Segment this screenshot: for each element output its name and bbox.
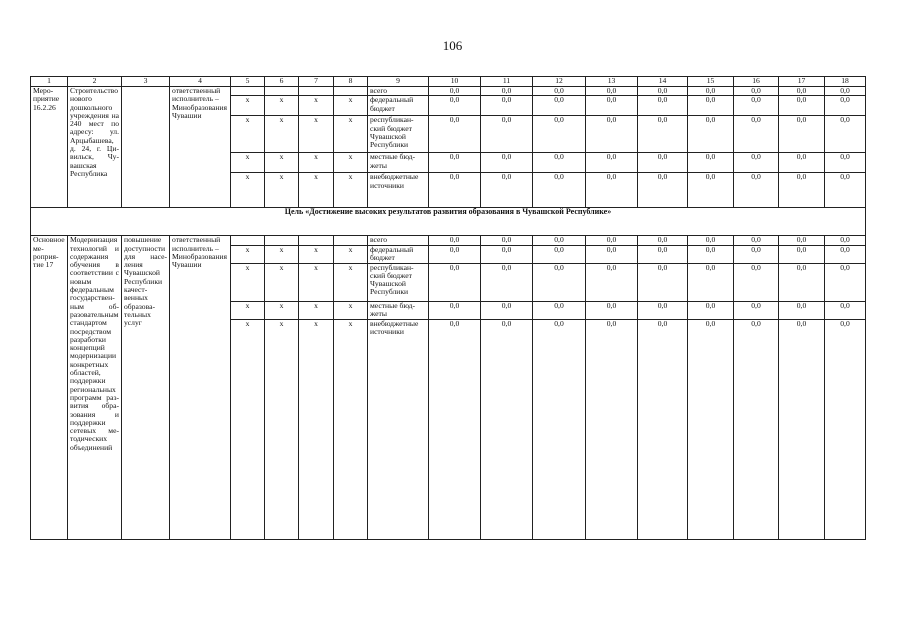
value-cell: 0,0 — [779, 87, 825, 96]
value-cell: 0,0 — [779, 301, 825, 319]
funding-source-cell: местные бюджеты — [368, 153, 429, 173]
value-cell: 0,0 — [533, 319, 586, 539]
value-cell: 0,0 — [688, 301, 734, 319]
marker-cell: x — [334, 153, 368, 173]
marker-cell — [334, 87, 368, 96]
funding-source-cell: внебюджетные источники — [368, 319, 429, 539]
value-cell: 0,0 — [825, 87, 866, 96]
marker-cell: x — [265, 245, 299, 263]
column-number: 17 — [779, 77, 825, 87]
marker-cell: x — [265, 153, 299, 173]
value-cell: 0,0 — [533, 236, 586, 245]
description-cell-c4: ответственный исполнитель – Минобразования Чувашии — [170, 87, 231, 208]
value-cell: 0,0 — [429, 153, 481, 173]
value-cell: 0,0 — [481, 301, 533, 319]
funding-source-cell: федеральный бюджет — [368, 245, 429, 263]
value-cell: 0,0 — [734, 263, 779, 301]
value-cell: 0,0 — [734, 319, 779, 539]
value-cell: 0,0 — [734, 116, 779, 153]
column-number: 3 — [122, 77, 170, 87]
marker-cell: x — [231, 116, 265, 153]
column-number: 13 — [586, 77, 638, 87]
marker-cell: x — [299, 116, 334, 153]
value-cell: 0,0 — [638, 87, 688, 96]
value-cell: 0,0 — [825, 245, 866, 263]
value-cell: 0,0 — [638, 263, 688, 301]
value-cell: 0,0 — [688, 236, 734, 245]
value-cell: 0,0 — [688, 319, 734, 539]
value-cell: 0,0 — [779, 96, 825, 116]
funding-source-cell: всего — [368, 236, 429, 245]
page-number: 106 — [442, 38, 463, 53]
funding-source-cell: местные бюджеты — [368, 301, 429, 319]
goal-row — [31, 208, 866, 236]
description-cell-c1: Мероприятие 16.2.26 — [31, 87, 68, 208]
marker-cell: x — [231, 245, 265, 263]
marker-cell: x — [334, 301, 368, 319]
value-cell: 0,0 — [586, 245, 638, 263]
value-cell: 0,0 — [825, 116, 866, 153]
value-cell: 0,0 — [638, 116, 688, 153]
marker-cell — [299, 236, 334, 245]
description-cell-c3: повышение доступности для населения Чувашской Республики качественных образовательных услуг — [122, 236, 170, 539]
marker-cell: x — [299, 96, 334, 116]
marker-cell: x — [231, 153, 265, 173]
description-cell-c2: Строительство нового дошкольного учреждения на 240 мест по адресу: ул. Арцыбашева, д. 24, г. Цивильск, Чувашская Республика — [68, 87, 122, 208]
value-cell: 0,0 — [825, 173, 866, 208]
value-cell: 0,0 — [734, 245, 779, 263]
value-cell: 0,0 — [586, 96, 638, 116]
marker-cell: x — [231, 173, 265, 208]
funding-source-cell: внебюджетные источники — [368, 173, 429, 208]
value-cell: 0,0 — [586, 301, 638, 319]
value-cell: 0,0 — [586, 236, 638, 245]
value-cell: 0,0 — [481, 263, 533, 301]
value-cell: 0,0 — [533, 96, 586, 116]
column-number: 11 — [481, 77, 533, 87]
value-cell: 0,0 — [779, 153, 825, 173]
column-number: 18 — [825, 77, 866, 87]
marker-cell: x — [265, 173, 299, 208]
value-cell: 0,0 — [533, 153, 586, 173]
value-cell: 0,0 — [429, 245, 481, 263]
goal-heading: Цель «Достижение высоких результатов развития образования в Чувашской Республике» — [31, 208, 866, 236]
marker-cell: x — [265, 319, 299, 539]
column-number: 2 — [68, 77, 122, 87]
marker-cell: x — [299, 301, 334, 319]
marker-cell: x — [299, 263, 334, 301]
marker-cell — [299, 87, 334, 96]
marker-cell: x — [231, 319, 265, 539]
section-main-activity-17 — [31, 236, 866, 539]
value-cell: 0,0 — [429, 173, 481, 208]
value-cell: 0,0 — [734, 87, 779, 96]
value-cell: 0,0 — [429, 87, 481, 96]
budget-table — [30, 76, 866, 540]
marker-cell: x — [299, 245, 334, 263]
marker-cell: x — [265, 263, 299, 301]
value-cell: 0,0 — [734, 236, 779, 245]
value-cell: 0,0 — [533, 263, 586, 301]
table-row — [31, 87, 866, 96]
funding-source-cell: республиканский бюджет Чувашской Республики — [368, 116, 429, 153]
value-cell: 0,0 — [533, 173, 586, 208]
value-cell: 0,0 — [429, 116, 481, 153]
column-number: 12 — [533, 77, 586, 87]
marker-cell: x — [265, 96, 299, 116]
value-cell: 0,0 — [779, 319, 825, 539]
marker-cell: x — [334, 245, 368, 263]
marker-cell: x — [334, 263, 368, 301]
value-cell: 0,0 — [481, 153, 533, 173]
marker-cell: x — [334, 319, 368, 539]
column-number: 1 — [31, 77, 68, 87]
marker-cell — [265, 236, 299, 245]
marker-cell: x — [231, 96, 265, 116]
marker-cell: x — [299, 173, 334, 208]
value-cell: 0,0 — [825, 96, 866, 116]
value-cell: 0,0 — [586, 116, 638, 153]
marker-cell: x — [334, 173, 368, 208]
value-cell: 0,0 — [688, 173, 734, 208]
section-activity-16-2-26 — [31, 87, 866, 208]
column-number: 8 — [334, 77, 368, 87]
value-cell: 0,0 — [586, 153, 638, 173]
value-cell: 0,0 — [688, 263, 734, 301]
value-cell: 0,0 — [586, 319, 638, 539]
marker-cell — [231, 236, 265, 245]
column-number: 15 — [688, 77, 734, 87]
marker-cell: x — [334, 96, 368, 116]
value-cell: 0,0 — [481, 236, 533, 245]
value-cell: 0,0 — [533, 245, 586, 263]
value-cell: 0,0 — [734, 173, 779, 208]
marker-cell: x — [265, 301, 299, 319]
value-cell: 0,0 — [638, 153, 688, 173]
value-cell: 0,0 — [688, 116, 734, 153]
column-number: 14 — [638, 77, 688, 87]
description-cell-c3 — [122, 87, 170, 208]
column-number: 5 — [231, 77, 265, 87]
value-cell: 0,0 — [734, 301, 779, 319]
value-cell: 0,0 — [825, 301, 866, 319]
column-number: 16 — [734, 77, 779, 87]
marker-cell: x — [231, 301, 265, 319]
value-cell: 0,0 — [779, 263, 825, 301]
marker-cell: x — [299, 153, 334, 173]
value-cell: 0,0 — [734, 96, 779, 116]
value-cell: 0,0 — [825, 263, 866, 301]
column-number: 9 — [368, 77, 429, 87]
value-cell: 0,0 — [825, 153, 866, 173]
description-cell-c4: ответственный исполнитель – Минобразования Чувашии — [170, 236, 231, 539]
value-cell: 0,0 — [481, 116, 533, 153]
value-cell: 0,0 — [481, 96, 533, 116]
value-cell: 0,0 — [825, 236, 866, 245]
value-cell: 0,0 — [638, 319, 688, 539]
funding-source-cell: республиканский бюджет Чувашской Республики — [368, 263, 429, 301]
value-cell: 0,0 — [688, 153, 734, 173]
value-cell: 0,0 — [638, 236, 688, 245]
column-number: 10 — [429, 77, 481, 87]
description-cell-c1: Основное мероприятие 17 — [31, 236, 68, 539]
value-cell: 0,0 — [779, 173, 825, 208]
value-cell: 0,0 — [779, 236, 825, 245]
value-cell: 0,0 — [533, 87, 586, 96]
value-cell: 0,0 — [688, 87, 734, 96]
value-cell: 0,0 — [779, 245, 825, 263]
marker-cell — [231, 87, 265, 96]
value-cell: 0,0 — [481, 173, 533, 208]
marker-cell: x — [299, 319, 334, 539]
column-number: 4 — [170, 77, 231, 87]
marker-cell — [265, 87, 299, 96]
column-number: 7 — [299, 77, 334, 87]
value-cell: 0,0 — [481, 319, 533, 539]
column-number: 6 — [265, 77, 299, 87]
value-cell: 0,0 — [481, 245, 533, 263]
value-cell: 0,0 — [825, 319, 866, 539]
value-cell: 0,0 — [481, 87, 533, 96]
value-cell: 0,0 — [429, 263, 481, 301]
column-number-row — [31, 77, 866, 87]
description-cell-c2: Модернизация технологий и содержания обучения в соответствии с новым федеральным государственным образовательным стандартом посредством разработки концепций модернизации конкретных областей, поддержки региональных программ развития образования и поддержки сетевых методических объединений — [68, 236, 122, 539]
marker-cell: x — [265, 116, 299, 153]
value-cell: 0,0 — [734, 153, 779, 173]
value-cell: 0,0 — [688, 96, 734, 116]
value-cell: 0,0 — [533, 301, 586, 319]
value-cell: 0,0 — [586, 263, 638, 301]
value-cell: 0,0 — [429, 301, 481, 319]
table-row — [31, 236, 866, 245]
value-cell: 0,0 — [429, 319, 481, 539]
value-cell: 0,0 — [688, 245, 734, 263]
marker-cell: x — [231, 263, 265, 301]
marker-cell — [334, 236, 368, 245]
funding-source-cell: федеральный бюджет — [368, 96, 429, 116]
value-cell: 0,0 — [638, 173, 688, 208]
value-cell: 0,0 — [533, 116, 586, 153]
value-cell: 0,0 — [638, 245, 688, 263]
value-cell: 0,0 — [779, 116, 825, 153]
value-cell: 0,0 — [586, 87, 638, 96]
value-cell: 0,0 — [429, 236, 481, 245]
value-cell: 0,0 — [429, 96, 481, 116]
value-cell: 0,0 — [586, 173, 638, 208]
value-cell: 0,0 — [638, 301, 688, 319]
value-cell: 0,0 — [638, 96, 688, 116]
funding-source-cell: всего — [368, 87, 429, 96]
marker-cell: x — [334, 116, 368, 153]
